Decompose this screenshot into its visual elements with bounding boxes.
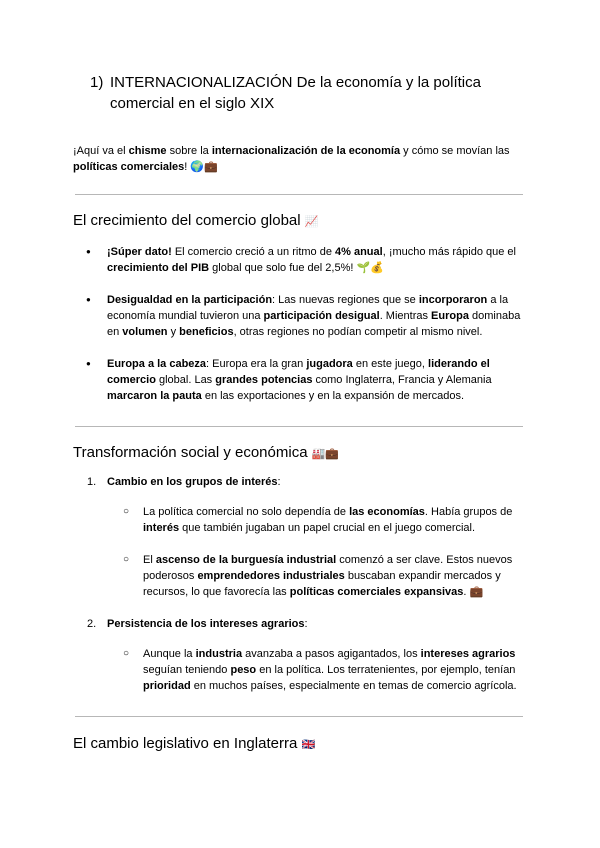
body-text: , otras regiones no podían competir al mismo nivel. (233, 326, 483, 338)
intro-paragraph (73, 143, 523, 175)
chart-increasing-icon: 📈 (304, 215, 319, 228)
bold-text: 4% anual (335, 246, 383, 258)
label-suffix: : (277, 476, 281, 488)
section-heading-inglaterra (73, 734, 315, 755)
body-text: en las exportaciones y en la expansión de mercados. (201, 390, 465, 402)
bold-text: políticas comerciales expansivas (289, 586, 464, 598)
sub-bullet-list (107, 504, 525, 600)
bold-text: Europa (431, 310, 469, 322)
body-text: . Mientras (379, 310, 432, 322)
sub-bullet-item (107, 552, 525, 600)
body-text: avanzaba a pasos agigantados, los (242, 648, 421, 660)
uk-flag-icon: 🇬🇧 (301, 738, 316, 751)
intro-text: ¡Aquí va el (73, 145, 129, 157)
numbered-item (73, 474, 525, 600)
bold-text: jugadora (306, 358, 353, 370)
body-text: que también jugaban un papel crucial en el juego comercial. (179, 522, 476, 534)
intro-text: sobre la (166, 145, 212, 157)
body-text: a la economía mundial tuvieron una (107, 294, 509, 322)
globe-briefcase-icon: 🌍💼 (190, 160, 218, 173)
body-text: . Había grupos de (424, 506, 513, 518)
bold-text: participación desigual (263, 310, 380, 322)
bold-text: las economías (349, 506, 425, 518)
intro-text: ! (184, 161, 191, 173)
transformacion-numbered-list (73, 474, 525, 710)
body-text: global que solo fue del 2,5%! (209, 262, 357, 274)
bold-text: prioridad (143, 680, 191, 692)
title-text: INTERNACIONALIZACIÓN De la economía y la política comercial en el siglo XIX (110, 74, 481, 112)
intro-bold: internacionalización de la economía (211, 145, 401, 157)
sub-bullet-item (107, 504, 525, 536)
bold-text: Europa a la cabeza (107, 358, 207, 370)
title-number: 1) (90, 74, 104, 91)
section-heading-transformacion (73, 443, 339, 464)
body-text: como Inglaterra, Francia y Alemania (312, 374, 492, 386)
body-text: : Europa era la gran (206, 358, 307, 370)
bold-text: emprendedores industriales (197, 570, 345, 582)
intro-text: y cómo se movían las (400, 145, 510, 157)
bold-text: Desigualdad en la participación (107, 294, 273, 306)
bold-text: grandes potencias (215, 374, 313, 386)
bullet-item (73, 292, 525, 340)
list-number: 2. (87, 618, 97, 630)
body-text: . (463, 586, 470, 598)
bold-text: volumen (122, 326, 168, 338)
numbered-item-label: Persistencia de los intereses agrarios (107, 618, 305, 630)
section-heading-comercio (73, 211, 318, 232)
body-text: La política comercial no solo dependía de (143, 506, 350, 518)
bold-text: incorporaron (418, 294, 488, 306)
bold-text: beneficios (179, 326, 234, 338)
section-divider (75, 716, 523, 717)
sub-bullet-list (107, 646, 525, 694)
body-text: : Las nuevas regiones que se (272, 294, 419, 306)
numbered-item-label: Cambio en los grupos de interés (107, 476, 278, 488)
body-text: seguían teniendo (143, 664, 231, 676)
intro-bold: políticas comerciales (73, 161, 185, 173)
section-heading-text: El crecimiento del comercio global (73, 212, 301, 229)
sub-bullet-item (107, 646, 525, 694)
bullet-item (73, 244, 525, 276)
page-title (90, 72, 530, 114)
list-number: 1. (87, 476, 97, 488)
bold-text: interés (143, 522, 180, 534)
body-text: El comercio creció a un ritmo de (171, 246, 336, 258)
bold-text: marcaron la pauta (107, 390, 202, 402)
emoji-icon: 💼 (469, 585, 484, 598)
factory-briefcase-icon: 🏭💼 (311, 447, 340, 460)
bold-text: peso (230, 664, 257, 676)
section-divider (75, 194, 523, 195)
body-text: en la política. Los terratenientes, por ejemplo, tenían (256, 664, 516, 676)
body-text: , ¡mucho más rápido que el (382, 246, 516, 258)
bold-text: intereses agrarios (420, 648, 516, 660)
body-text: en este juego, (352, 358, 429, 370)
section-divider (75, 426, 523, 427)
bold-text: ¡Súper dato! (107, 246, 172, 258)
bold-text: crecimiento del PIB (107, 262, 210, 274)
bold-text: ascenso de la burguesía industrial (155, 554, 337, 566)
body-text: buscaban expandir mercados y recursos, lo que favorecía las (143, 570, 501, 598)
bullet-item (73, 356, 525, 404)
comercio-bullet-list (73, 244, 525, 420)
bold-text: liderando el comercio (107, 358, 490, 386)
label-suffix: : (304, 618, 308, 630)
bold-text: industria (195, 648, 243, 660)
body-text: comenzó a ser clave. Estos nuevos poderosos (143, 554, 513, 582)
body-text: El (143, 554, 156, 566)
body-text: en muchos países, especialmente en temas de comercio agrícola. (190, 680, 517, 692)
numbered-item (73, 616, 525, 694)
section-heading-text: Transformación social y económica (73, 444, 308, 461)
body-text: y (167, 326, 180, 338)
section-heading-text: El cambio legislativo en Inglaterra (73, 735, 298, 752)
body-text: global. Las (155, 374, 216, 386)
intro-bold: chisme (128, 145, 167, 157)
body-text: Aunque la (143, 648, 196, 660)
emoji-icon: 🌱💰 (356, 261, 384, 274)
body-text: dominaba en (107, 310, 521, 338)
